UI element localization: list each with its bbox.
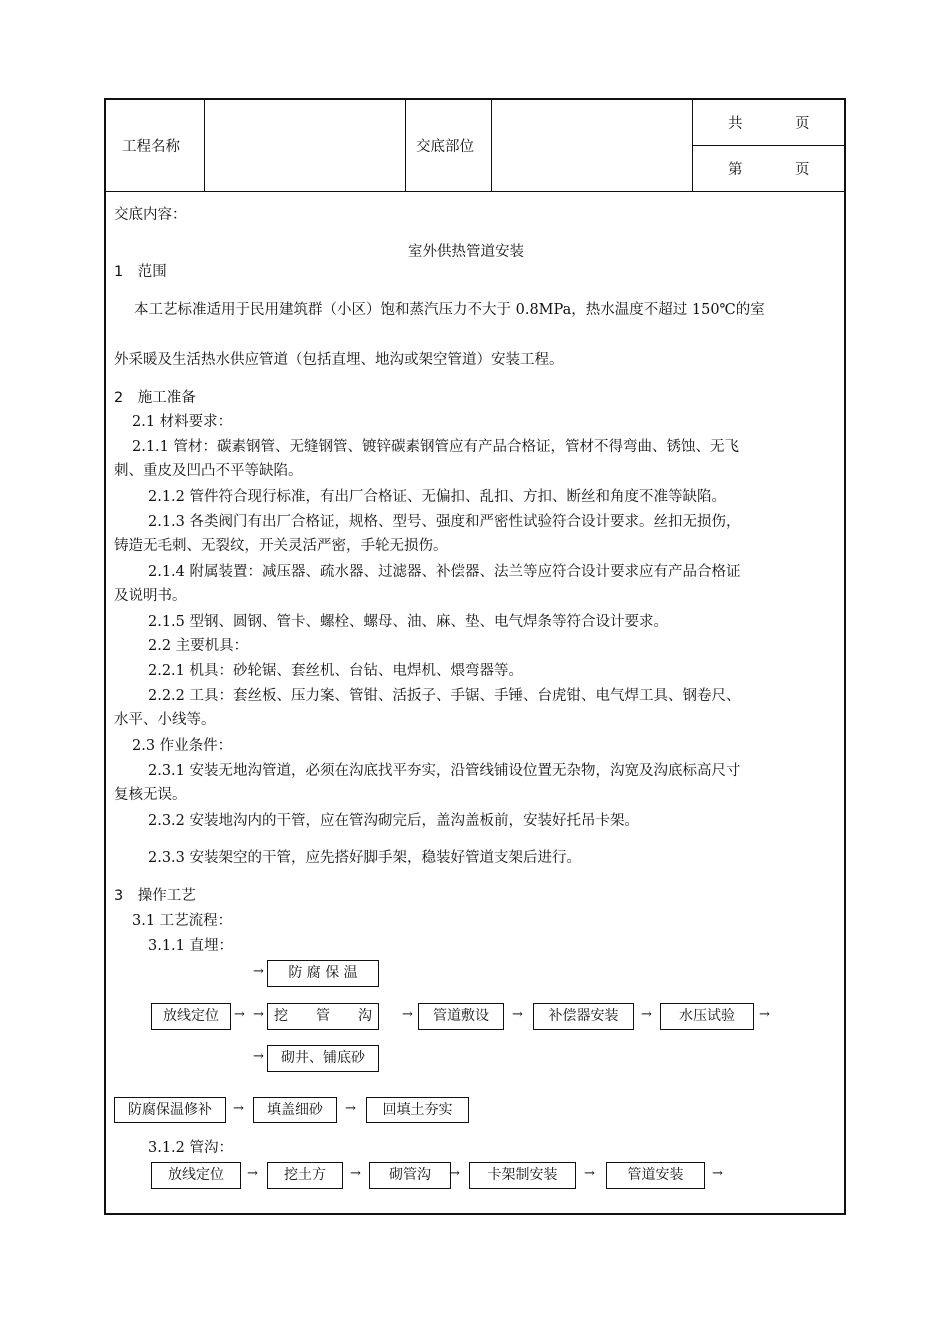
total-pages-unit: 页 xyxy=(795,116,810,132)
header-page-split-line xyxy=(692,145,844,146)
section-2-1-2: 2.1.2 管件符合现行标准，有出厂合格证、无偏扣、乱扣、方扣、断丝和角度不准等缺陷。 xyxy=(148,489,726,505)
header-divider-4 xyxy=(692,100,693,192)
flow-box-pressure-test: 水压试验 xyxy=(660,1003,754,1030)
section-2-1-1-line1: 2.1.1 管材：碳素钢管、无缝钢管、镀锌碳素钢管应有产品合格证，管材不得弯曲、锈蚀、无飞 xyxy=(132,439,739,455)
flow-arrow: → xyxy=(759,1007,770,1022)
section-2-3-1-line1: 2.3.1 安装无地沟管道，必须在沟底找平夯实，沿管线铺设位置无杂物，沟宽及沟底标高尺寸 xyxy=(148,763,741,779)
flow-box-repair-insulation: 防腐保温修补 xyxy=(114,1097,226,1123)
section-2-2-2-line2: 水平、小线等。 xyxy=(114,712,216,728)
flow-arrow: → xyxy=(350,1166,361,1181)
section-2-1-3-line2: 铸造无毛刺、无裂纹，开关灵活严密，手轮无损伤。 xyxy=(114,538,448,554)
section-2-1-5: 2.1.5 型钢、圆钢、管卡、螺栓、螺母、油、麻、垫、电气焊条等符合设计要求。 xyxy=(148,614,669,630)
section-3-1-2: 3.1.2 管沟： xyxy=(148,1140,234,1156)
section-2-2-2-line1: 2.2.2 工具：套丝板、压力案、管钳、活扳子、手锯、手锤、台虎钳、电气焊工具、钢卷尺、 xyxy=(148,688,741,704)
total-pages-label: 共 xyxy=(728,116,743,132)
flow-box-dig-trench: 挖 管 沟 xyxy=(267,1003,379,1030)
section-2-3-3: 2.3.3 安装架空的干管，应先搭好脚手架，稳装好管道支架后进行。 xyxy=(148,850,582,866)
document-title: 室外供热管道安装 xyxy=(408,244,524,260)
flow-arrow: → xyxy=(253,1007,264,1022)
header-divider-1 xyxy=(204,100,205,192)
flow-box-fill-sand: 填盖细砂 xyxy=(253,1097,337,1123)
flow-box-compensator: 补偿器安装 xyxy=(533,1003,634,1030)
section-2-3: 2.3 作业条件： xyxy=(132,738,233,754)
flow-box-backfill: 回填土夯实 xyxy=(366,1097,469,1123)
section-2-2-1: 2.2.1 机具：砂轮锯、套丝机、台钻、电焊机、煨弯器等。 xyxy=(148,663,524,679)
section-2-1-4-line1: 2.1.4 附属装置：减压器、疏水器、过滤器、补偿器、法兰等应符合设计要求应有产品合格证 xyxy=(148,564,741,580)
flow-arrow: → xyxy=(233,1101,244,1116)
section-2-1: 2.1 材料要求： xyxy=(132,414,233,430)
flow-box-layout-positioning: 放线定位 xyxy=(151,1003,231,1030)
flow-arrow: → xyxy=(584,1166,595,1181)
project-name-label: 工程名称 xyxy=(122,139,180,155)
header-divider-3 xyxy=(491,100,492,192)
flow-box-trench-layout: 放线定位 xyxy=(151,1162,241,1189)
flow-arrow: → xyxy=(641,1007,652,1022)
flow-box-anticorrosion: 防 腐 保 温 xyxy=(267,960,379,987)
section-2-3-1-line2: 复核无误。 xyxy=(114,787,187,803)
section-1-para-line2: 外采暖及生活热水供应管道（包括直埋、地沟或架空管道）安装工程。 xyxy=(114,352,564,368)
flow-arrow: → xyxy=(253,1049,264,1064)
section-3-heading: 3 操作工艺 xyxy=(114,888,196,904)
flow-arrow: → xyxy=(253,964,264,979)
section-2-1-1-line2: 刺、重皮及凹凸不平等缺陷。 xyxy=(114,463,303,479)
disclosure-form-frame xyxy=(104,98,846,1215)
section-2-2: 2.2 主要机具： xyxy=(148,638,249,654)
flow-box-bracket: 卡架制安装 xyxy=(469,1162,576,1189)
section-2-3-2: 2.3.2 安装地沟内的干管，应在管沟砌完后，盖沟盖板前，安装好托吊卡架。 xyxy=(148,813,640,829)
flow-box-excavation: 挖土方 xyxy=(267,1162,343,1189)
section-2-1-4-line2: 及说明书。 xyxy=(114,588,187,604)
flow-arrow: → xyxy=(234,1007,245,1022)
flow-arrow: → xyxy=(449,1166,460,1181)
flow-arrow: → xyxy=(712,1166,723,1181)
header-divider-2 xyxy=(405,100,406,192)
flow-box-manhole-sand: 砌井、铺底砂 xyxy=(267,1045,379,1072)
section-3-1: 3.1 工艺流程： xyxy=(132,913,233,929)
flow-arrow: → xyxy=(247,1166,258,1181)
page-number-unit: 页 xyxy=(795,162,810,178)
location-label: 交底部位 xyxy=(416,139,474,155)
section-1-heading: 1 范围 xyxy=(114,264,167,280)
section-3-1-1: 3.1.1 直埋： xyxy=(148,938,234,954)
page-number-label: 第 xyxy=(728,162,743,178)
flow-box-pipe-laying: 管道敷设 xyxy=(418,1003,504,1030)
section-2-heading: 2 施工准备 xyxy=(114,390,196,406)
header-bottom-line xyxy=(106,191,844,192)
flow-box-build-trench: 砌管沟 xyxy=(369,1162,451,1189)
flow-arrow: → xyxy=(512,1007,523,1022)
section-1-para-line1: 本工艺标准适用于民用建筑群（小区）饱和蒸汽压力不大于 0.8MPa，热水温度不超过 150℃的室 xyxy=(134,302,765,318)
intro-label: 交底内容： xyxy=(114,207,187,223)
flow-arrow: → xyxy=(345,1101,356,1116)
section-2-1-3-line1: 2.1.3 各类阀门有出厂合格证，规格、型号、强度和严密性试验符合设计要求。丝扣无损伤， xyxy=(148,514,741,530)
flow-box-pipe-install: 管道安装 xyxy=(606,1162,705,1189)
flow-arrow: → xyxy=(402,1007,413,1022)
